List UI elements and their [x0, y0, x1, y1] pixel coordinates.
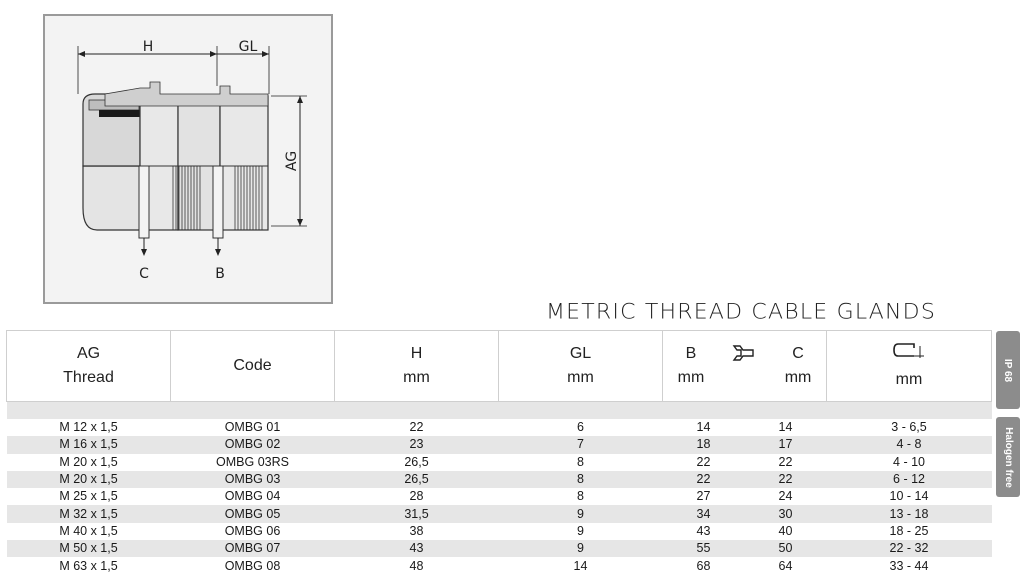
cell-c: 22	[778, 472, 793, 487]
cell-b: 14	[696, 420, 711, 435]
cell-b-c	[663, 471, 827, 488]
cell-code: OMBG 02	[171, 436, 335, 453]
cell-thread: M 40 x 1,5	[7, 523, 171, 540]
cell-b-c	[663, 454, 827, 471]
cell-code: OMBG 08	[171, 557, 335, 574]
header-clamp-range: mm	[827, 331, 992, 402]
cell-thread: M 25 x 1,5	[7, 488, 171, 505]
cell-gl: 9	[499, 523, 663, 540]
cell-h: 22	[335, 419, 499, 436]
cell-b: 22	[696, 454, 711, 469]
table-row	[7, 540, 992, 557]
cell-c: 17	[778, 437, 793, 452]
cell-range: 13 - 18	[827, 505, 992, 522]
cell-code: OMBG 03RS	[171, 454, 335, 471]
table-row	[7, 488, 992, 505]
cell-thread: M 12 x 1,5	[7, 419, 171, 436]
header-gl: GL mm	[499, 331, 663, 402]
cell-b-c	[663, 419, 827, 436]
table-row	[7, 419, 992, 436]
cell-b-c	[663, 488, 827, 505]
cell-thread: M 16 x 1,5	[7, 436, 171, 453]
cell-range: 4 - 8	[827, 436, 992, 453]
cell-thread: M 20 x 1,5	[7, 471, 171, 488]
cell-gl: 14	[499, 557, 663, 574]
table-row	[7, 523, 992, 540]
cell-gl: 8	[499, 471, 663, 488]
table-row	[7, 436, 992, 453]
cell-range: 10 - 14	[827, 488, 992, 505]
ip68-tab: IP 68	[996, 331, 1020, 409]
cell-b: 22	[696, 472, 711, 487]
page-title: METRIC THREAD CABLE GLANDS	[546, 300, 936, 325]
cell-c: 40	[778, 523, 793, 538]
cell-thread: M 32 x 1,5	[7, 505, 171, 522]
cell-gl: 7	[499, 436, 663, 453]
cell-b: 43	[696, 523, 711, 538]
header-b-c	[663, 331, 827, 402]
halogen-free-tab: Halogen free	[996, 417, 1020, 497]
cell-range: 4 - 10	[827, 454, 992, 471]
cell-b-c	[663, 523, 827, 540]
cell-b: 68	[696, 558, 711, 573]
cell-h: 31,5	[335, 505, 499, 522]
cell-range: 6 - 12	[827, 471, 992, 488]
cell-c: 30	[778, 506, 793, 521]
header-b-label: B	[685, 345, 697, 362]
table-row	[7, 557, 992, 574]
cell-b: 18	[696, 437, 711, 452]
cell-thread: M 50 x 1,5	[7, 540, 171, 557]
cell-gl: 8	[499, 454, 663, 471]
cell-code: OMBG 03	[171, 471, 335, 488]
dim-b-label: B	[215, 266, 225, 282]
cell-gl: 9	[499, 505, 663, 522]
cell-h: 38	[335, 523, 499, 540]
technical-drawing	[43, 14, 333, 304]
cell-b-c	[663, 505, 827, 522]
cell-b-c	[663, 557, 827, 574]
cell-c: 22	[778, 454, 793, 469]
cell-c: 14	[778, 420, 793, 435]
cell-c: 50	[778, 541, 793, 556]
table-row	[7, 505, 992, 522]
clamp-range-icon	[892, 340, 926, 360]
header-code: Code	[171, 331, 335, 402]
cell-h: 43	[335, 540, 499, 557]
cell-gl: 9	[499, 540, 663, 557]
dim-gl-label: GL	[238, 39, 258, 55]
cable-gland-diagram	[45, 16, 335, 306]
dim-ag-label: AG	[284, 150, 300, 172]
header-ag-thread: AG Thread	[7, 331, 171, 402]
dim-h-label: H	[142, 39, 154, 55]
cell-range: 33 - 44	[827, 557, 992, 574]
cell-h: 28	[335, 488, 499, 505]
table-row	[7, 471, 992, 488]
header-c-unit: mm	[784, 369, 812, 386]
cell-range: 18 - 25	[827, 523, 992, 540]
cell-h: 48	[335, 557, 499, 574]
table-row	[7, 454, 992, 471]
cell-thread: M 20 x 1,5	[7, 454, 171, 471]
cell-gl: 8	[499, 488, 663, 505]
cell-range: 22 - 32	[827, 540, 992, 557]
cell-h: 26,5	[335, 471, 499, 488]
cell-h: 23	[335, 436, 499, 453]
cell-range: 3 - 6,5	[827, 419, 992, 436]
cell-code: OMBG 01	[171, 419, 335, 436]
specifications-table	[6, 330, 992, 575]
cell-b-c	[663, 436, 827, 453]
cell-code: OMBG 06	[171, 523, 335, 540]
cell-gl: 6	[499, 419, 663, 436]
wrench-icon	[731, 342, 757, 364]
header-h: H mm	[335, 331, 499, 402]
cell-b-c	[663, 540, 827, 557]
header-c-label: C	[792, 345, 804, 362]
cell-b: 34	[696, 506, 711, 521]
cell-code: OMBG 07	[171, 540, 335, 557]
header-b-unit: mm	[677, 369, 705, 386]
table-header-row	[7, 331, 992, 402]
cell-b: 55	[696, 541, 711, 556]
cell-b: 27	[696, 489, 711, 504]
cell-c: 64	[778, 558, 793, 573]
cell-code: OMBG 04	[171, 488, 335, 505]
cell-thread: M 63 x 1,5	[7, 557, 171, 574]
cell-h: 26,5	[335, 454, 499, 471]
dim-c-label: C	[139, 266, 149, 282]
cell-c: 24	[778, 489, 793, 504]
cell-code: OMBG 05	[171, 505, 335, 522]
